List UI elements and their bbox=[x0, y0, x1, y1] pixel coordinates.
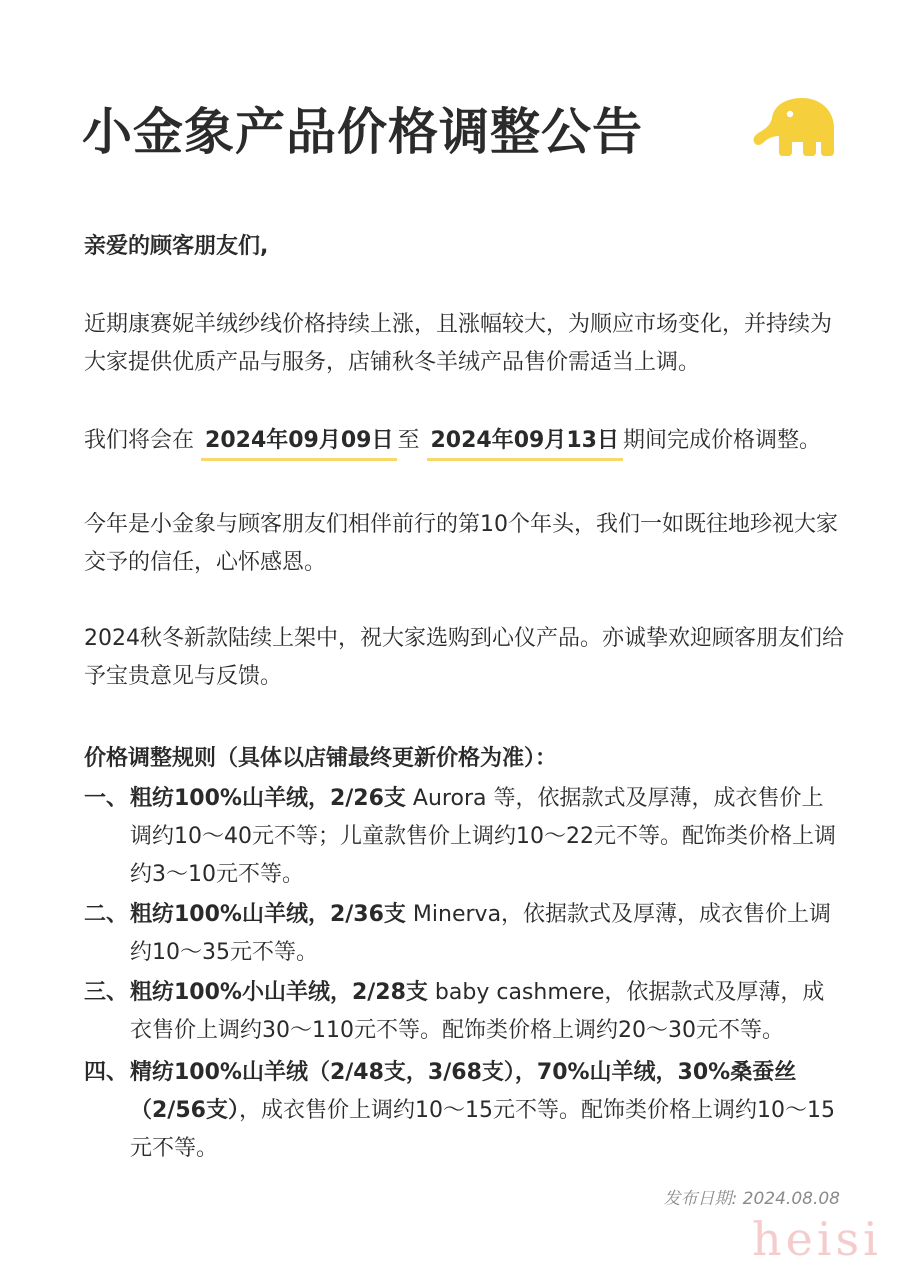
period-suffix: 期间完成价格调整。 bbox=[622, 428, 821, 453]
rule-text: Aurora 等，依据款式及厚薄，成衣售价上调约10～40元不等；儿童款售价上调约10～22元不等。配饰类价格上调约3～10元不等。 bbox=[130, 786, 836, 887]
rule-lead: 粗纺100%小山羊绒，2/28支 bbox=[130, 980, 428, 1005]
rule-lead: 精纺100%山羊绒（2/48支，3/68支），70%山羊绒，30%桑蚕丝（2/56支） bbox=[130, 1060, 797, 1123]
rule-item bbox=[84, 896, 844, 972]
rule-number: 三、 bbox=[84, 980, 129, 1005]
paragraph-adjust-period bbox=[84, 422, 844, 461]
rule-text: Minerva，依据款式及厚薄，成衣售价上调约10～35元不等。 bbox=[130, 902, 832, 965]
elephant-icon bbox=[752, 96, 838, 158]
paragraph-price-reason: 近期康赛妮羊绒纱线价格持续上涨，且涨幅较大，为顺应市场变化，并持续为大家提供优质产品与服务，店铺秋冬羊绒产品售价需适当上调。 bbox=[84, 312, 833, 375]
start-date: 2024年09月09日 bbox=[201, 424, 397, 461]
end-date: 2024年09月13日 bbox=[427, 424, 623, 461]
rule-item bbox=[84, 780, 844, 894]
rules-title: 价格调整规则（具体以店铺最终更新价格为准）： bbox=[84, 746, 558, 771]
publish-date: 发布日期: 2024.08.08 bbox=[663, 1189, 840, 1209]
period-prefix: 我们将会在 bbox=[84, 428, 195, 453]
paragraph-anniversary: 今年是小金象与顾客朋友们相伴前行的第10个年头，我们一如既往地珍视大家交予的信任，心怀感恩。 bbox=[84, 512, 838, 575]
rule-text: baby cashmere，依据款式及厚薄，成衣售价上调约30～110元不等。配饰类价格上调约20～30元不等。 bbox=[130, 980, 825, 1043]
paragraph-new-arrivals: 2024秋冬新款陆续上架中，祝大家选购到心仪产品。亦诚挚欢迎顾客朋友们给予宝贵意见与反馈。 bbox=[84, 626, 844, 689]
watermark: heisi bbox=[752, 1212, 882, 1266]
rule-lead: 粗纺100%山羊绒，2/36支 bbox=[130, 902, 406, 927]
rule-text: ，成衣售价上调约10～15元不等。配饰类价格上调约10～15元不等。 bbox=[130, 1098, 835, 1161]
rule-lead: 粗纺100%山羊绒，2/26支 bbox=[130, 786, 406, 811]
rule-number: 二、 bbox=[84, 902, 129, 927]
rule-number: 四、 bbox=[84, 1060, 129, 1085]
rule-item bbox=[84, 974, 844, 1050]
rule-number: 一、 bbox=[84, 786, 129, 811]
page-title: 小金象产品价格调整公告 bbox=[82, 103, 643, 161]
rule-item bbox=[84, 1054, 844, 1168]
greeting: 亲爱的顾客朋友们, bbox=[84, 234, 269, 259]
period-mid: 至 bbox=[397, 428, 420, 453]
